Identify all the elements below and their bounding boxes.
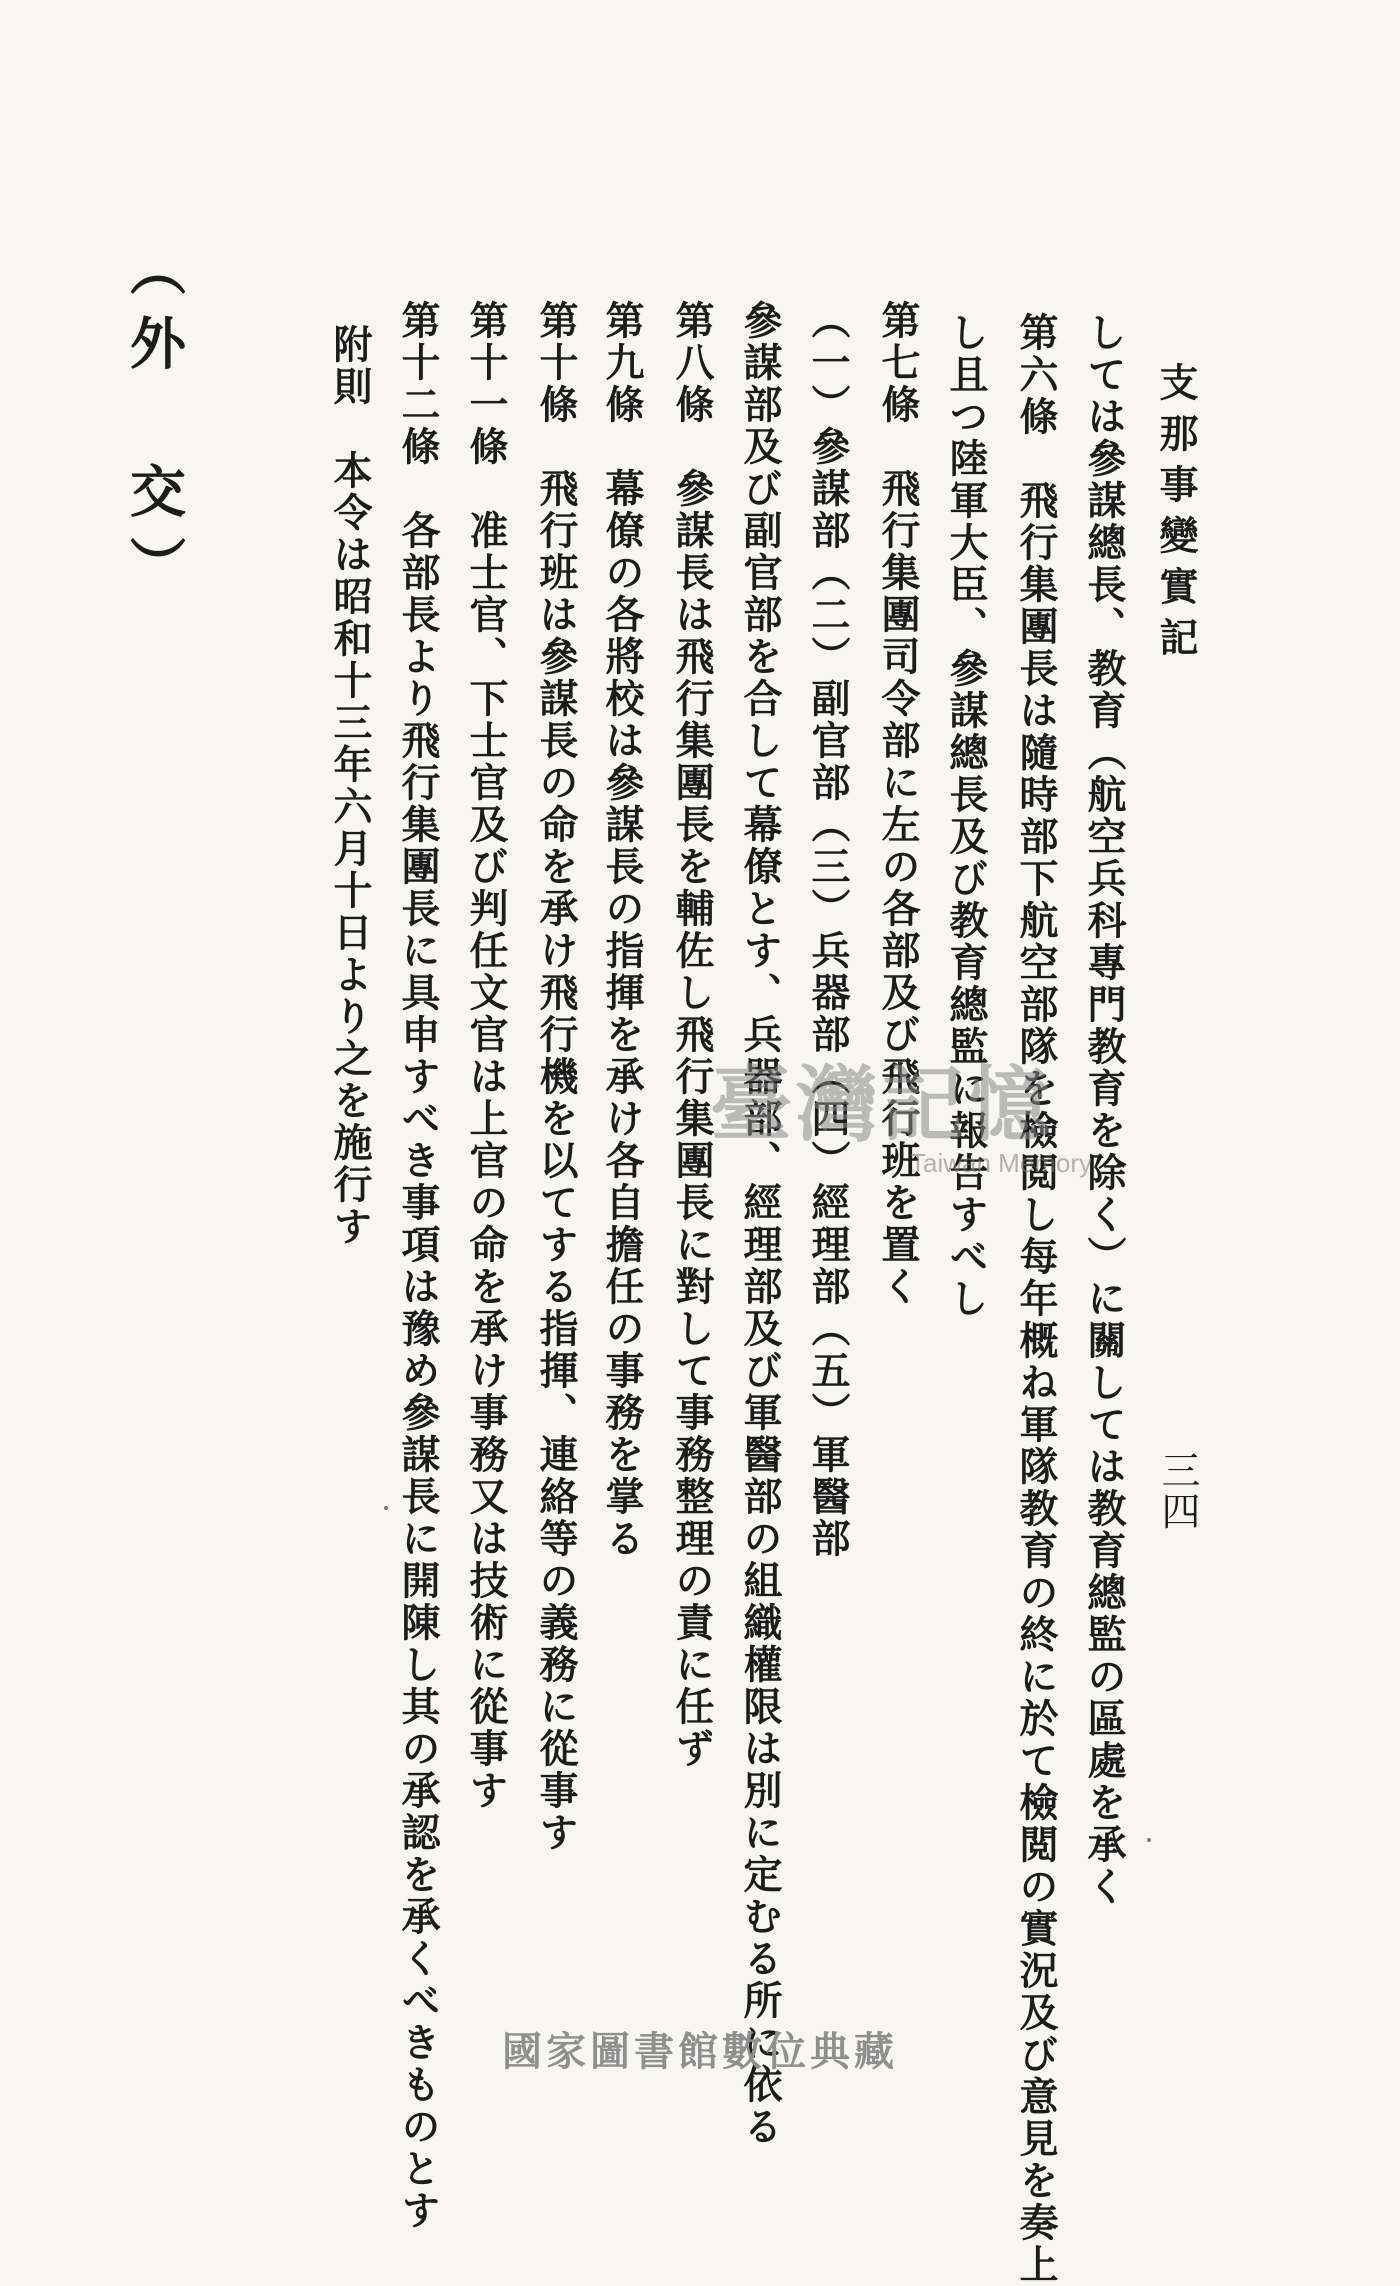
body-line-6: 參謀部及び副官部を合して幕僚とす、兵器部、經理部及び軍醫部の組織權限は別に定むる所に依る xyxy=(737,300,783,2148)
body-line-2: 第六條 飛行集團長は隨時部下航空部隊を檢閲し每年概ね軍隊教育の終に於て檢閲の實況及び意見を奏上 xyxy=(1013,312,1059,2286)
watermark-chars: 臺灣記憶 xyxy=(710,1057,1055,1153)
body-line-9: 第十條 飛行班は參謀長の命を承け飛行機を以てする指揮、連絡等の義務に從事す xyxy=(533,300,579,1854)
scan-speck xyxy=(384,1506,388,1510)
scan-speck xyxy=(1147,1838,1151,1842)
body-line-7: 第八條 參謀長は飛行集團長を輔佐し飛行集團長に對して事務整理の責に任ず xyxy=(669,300,715,1770)
page-header-title: 支那事變實記 xyxy=(1153,362,1199,668)
body-line-10: 第十一條 准士官、下士官及び判任文官は上官の命を承け事務又は技術に從事す xyxy=(463,300,509,1812)
page-number: 三四 xyxy=(1155,1450,1200,1532)
body-line-11: 第十二條 各部長より飛行集團長に具申すべき事項は豫め參謀長に開陳し其の承認を承くべきものとす xyxy=(395,300,441,2232)
section-tab-label: （外 交） xyxy=(121,240,187,610)
body-line-8: 第九條 幕僚の各將校は參謀長の指揮を承け各自擔任の事務を掌る xyxy=(599,300,645,1560)
body-line-5: （一）參謀部（二）副官部（三）兵器部（四）經理部（五）軍醫部 xyxy=(805,300,851,1560)
body-line-3: し且つ陸軍大臣、參謀總長及び教育總監に報告すべし xyxy=(943,312,989,1320)
watermark-logo xyxy=(710,1040,1093,1180)
watermark-subtitle: Taiwan Memory xyxy=(910,1148,1093,1178)
body-line-4: 第七條 飛行集團司令部に左の各部及び飛行班を置く xyxy=(875,300,921,1308)
body-line-12: 附則 本令は昭和十三年六月十日より之を施行す xyxy=(327,324,373,1248)
body-line-1: しては參謀總長、教育（航空兵科專門教育を除く）に關しては教育總監の區處を承く xyxy=(1081,312,1127,1908)
footer-archive-label: 國家圖書館數位典藏 xyxy=(502,2029,898,2075)
